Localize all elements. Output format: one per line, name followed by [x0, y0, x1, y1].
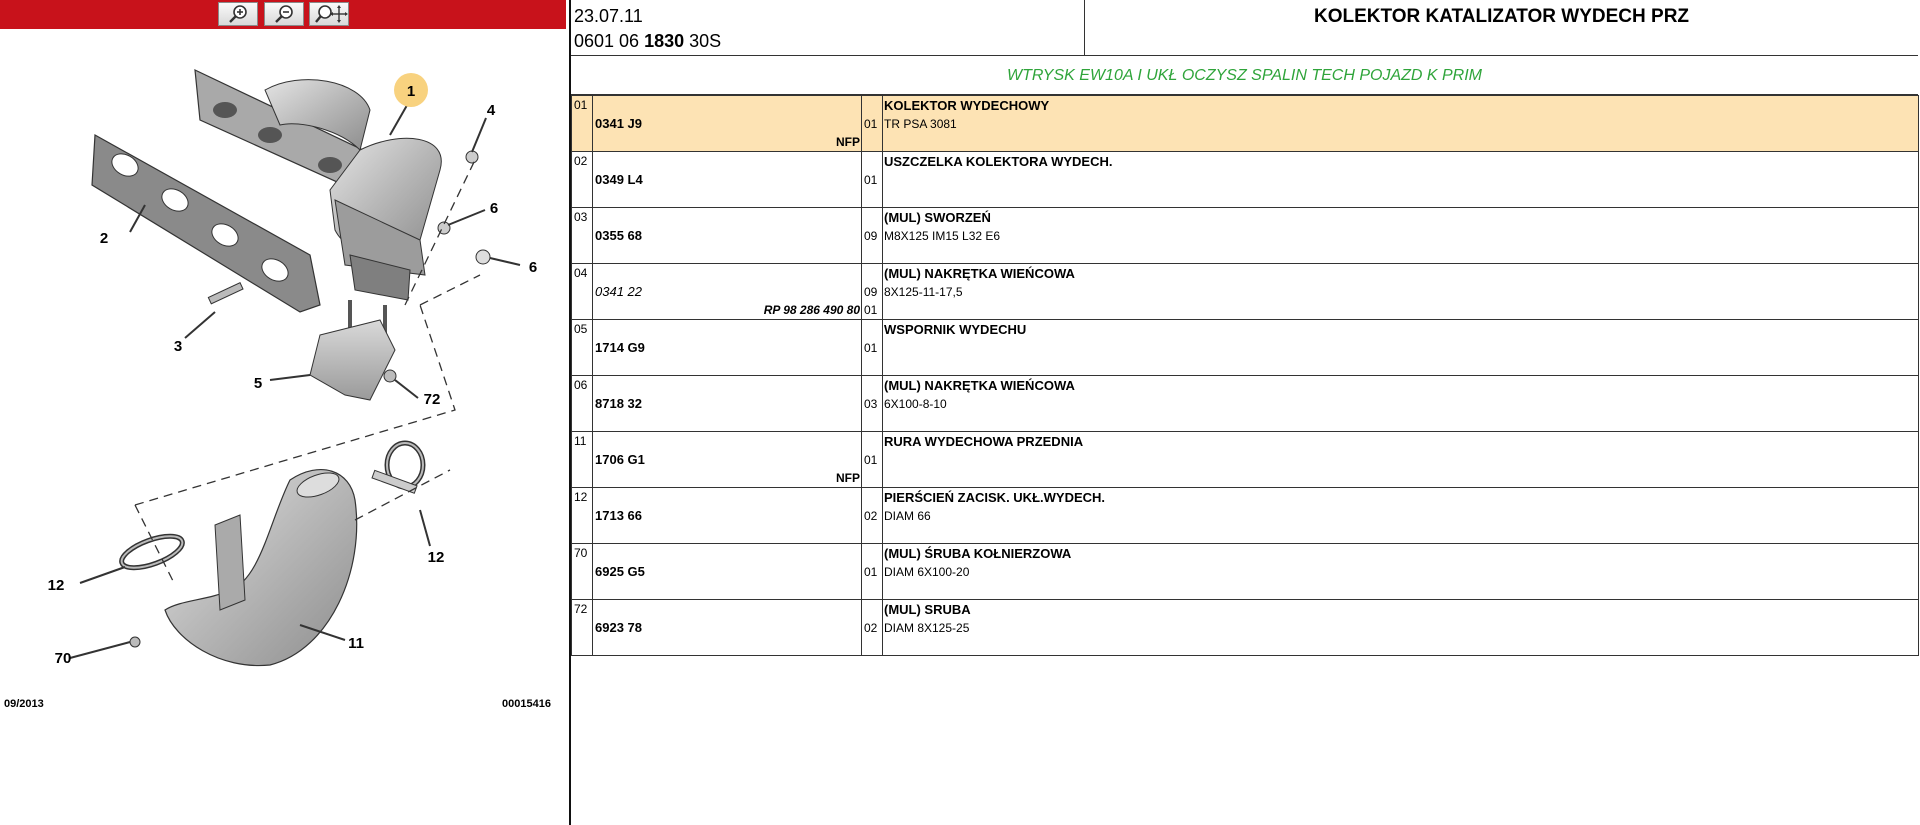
part-number[interactable]: 0355 68: [595, 228, 642, 243]
part-specification: DIAM 66: [884, 509, 931, 523]
table-row[interactable]: [572, 320, 1919, 376]
quantity: 01: [864, 341, 878, 355]
callout-5: 5: [253, 375, 263, 392]
part-description: PIERŚCIEŃ ZACISK. UKŁ.WYDECH.: [884, 490, 1106, 505]
header: [571, 0, 1918, 56]
header-date: 23.07.11: [574, 6, 643, 26]
parts-table: [571, 95, 1919, 656]
quantity: 02: [864, 621, 878, 635]
callout-1: 1: [406, 83, 416, 100]
header-reference: [574, 31, 721, 52]
page-title: KOLEKTOR KATALIZATOR WYDECH PRZ: [1313, 6, 1690, 27]
callout-6a: 6: [489, 200, 499, 217]
part-specification: DIAM 8X125-25: [884, 621, 970, 635]
gasket-part: [92, 135, 320, 312]
part-description: (MUL) SWORZEŃ: [884, 210, 991, 225]
part-number[interactable]: 6923 78: [595, 620, 642, 635]
table-row[interactable]: [572, 264, 1919, 320]
part-flag: NFP: [836, 471, 860, 485]
part-number[interactable]: 1714 G9: [595, 340, 645, 355]
item-number: 01: [574, 98, 588, 112]
table-row[interactable]: [572, 376, 1919, 432]
item-number: 02: [574, 154, 588, 168]
part-specification: DIAM 6X100-20: [884, 565, 970, 579]
ref-prefix: 0601 06: [574, 31, 645, 51]
part-specification: 8X125-11-17,5: [884, 285, 963, 299]
part-number[interactable]: 0341 22: [595, 284, 642, 299]
part-specification: M8X125 IM15 L32 E6: [884, 229, 1001, 243]
exploded-parts-diagram: [0, 40, 566, 680]
pan-button[interactable]: [309, 2, 349, 26]
part-number[interactable]: 1706 G1: [595, 452, 645, 467]
quantity: 01: [864, 565, 878, 579]
pan-icon: [314, 4, 348, 24]
item-number: 70: [574, 546, 588, 560]
zoom-in-button[interactable]: [218, 2, 258, 26]
part-number[interactable]: 0349 L4: [595, 172, 643, 187]
item-number: 11: [574, 434, 587, 448]
part-description: (MUL) NAKRĘTKA WIEŃCOWA: [884, 378, 1075, 393]
item-number: 72: [574, 602, 588, 616]
callout-2: 2: [99, 230, 109, 247]
part-description: (MUL) NAKRĘTKA WIEŃCOWA: [884, 266, 1075, 281]
zoom-out-button[interactable]: [264, 2, 304, 26]
callout-11: 11: [348, 635, 364, 652]
front-pipe-part: [165, 468, 357, 665]
subtitle-bar: [571, 56, 1918, 95]
table-row[interactable]: [572, 208, 1919, 264]
replacement-quantity: 01: [864, 303, 878, 317]
callout-4: 4: [486, 102, 496, 119]
callout-12a: 12: [47, 577, 65, 594]
zoom-in-icon: [223, 4, 253, 24]
quantity: 01: [864, 117, 878, 131]
table-row[interactable]: [572, 432, 1919, 488]
part-flag: NFP: [836, 135, 860, 149]
callout-72: 72: [423, 391, 441, 408]
callout-12b: 12: [427, 549, 445, 566]
ref-bold: 1830: [644, 31, 685, 51]
part-description: KOLEKTOR WYDECHOWY: [884, 98, 1050, 113]
item-number: 03: [574, 210, 588, 224]
quantity: 09: [864, 229, 878, 243]
bracket-part: [310, 320, 395, 400]
part-number[interactable]: 8718 32: [595, 396, 642, 411]
item-number: 06: [574, 378, 588, 392]
item-number: 05: [574, 322, 588, 336]
diagram-date: 09/2013: [4, 698, 44, 710]
quantity: 09: [864, 285, 878, 299]
part-specification: TR PSA 3081: [884, 117, 957, 131]
part-description: (MUL) ŚRUBA KOŁNIERZOWA: [884, 546, 1072, 561]
part-description: WSPORNIK WYDECHU: [884, 322, 1027, 337]
part-description: USZCZELKA KOLEKTORA WYDECH.: [884, 154, 1113, 169]
quantity: 02: [864, 509, 878, 523]
part-number[interactable]: 0341 J9: [595, 116, 642, 131]
diagram-pane: [0, 0, 570, 825]
table-row[interactable]: [572, 96, 1919, 152]
diagram-toolbar: [0, 0, 566, 29]
table-row[interactable]: [572, 600, 1919, 656]
diagram-number: 00015416: [502, 698, 551, 710]
parts-list-pane: [571, 0, 1920, 825]
part-description: (MUL) SRUBA: [884, 602, 971, 617]
callout-3: 3: [173, 338, 183, 355]
item-number: 04: [574, 266, 588, 280]
part-specification: 6X100-8-10: [884, 397, 947, 411]
table-row[interactable]: [572, 488, 1919, 544]
quantity: 01: [864, 173, 878, 187]
part-number[interactable]: 6925 G5: [595, 564, 645, 579]
table-row[interactable]: [572, 152, 1919, 208]
zoom-out-icon: [269, 4, 299, 24]
part-number[interactable]: 1713 66: [595, 508, 642, 523]
ref-suffix: 30S: [684, 31, 722, 51]
subtitle: WTRYSK EW10A I UKŁ OCZYSZ SPALIN TECH POJAZD K PRIM: [1006, 67, 1483, 84]
table-row[interactable]: [572, 544, 1919, 600]
quantity: 03: [864, 397, 878, 411]
callout-70: 70: [54, 650, 72, 667]
part-description: RURA WYDECHOWA PRZEDNIA: [884, 434, 1084, 449]
quantity: 01: [864, 453, 878, 467]
replacement-reference[interactable]: RP 98 286 490 80: [763, 303, 860, 317]
callout-6b: 6: [528, 259, 538, 276]
item-number: 12: [574, 490, 588, 504]
